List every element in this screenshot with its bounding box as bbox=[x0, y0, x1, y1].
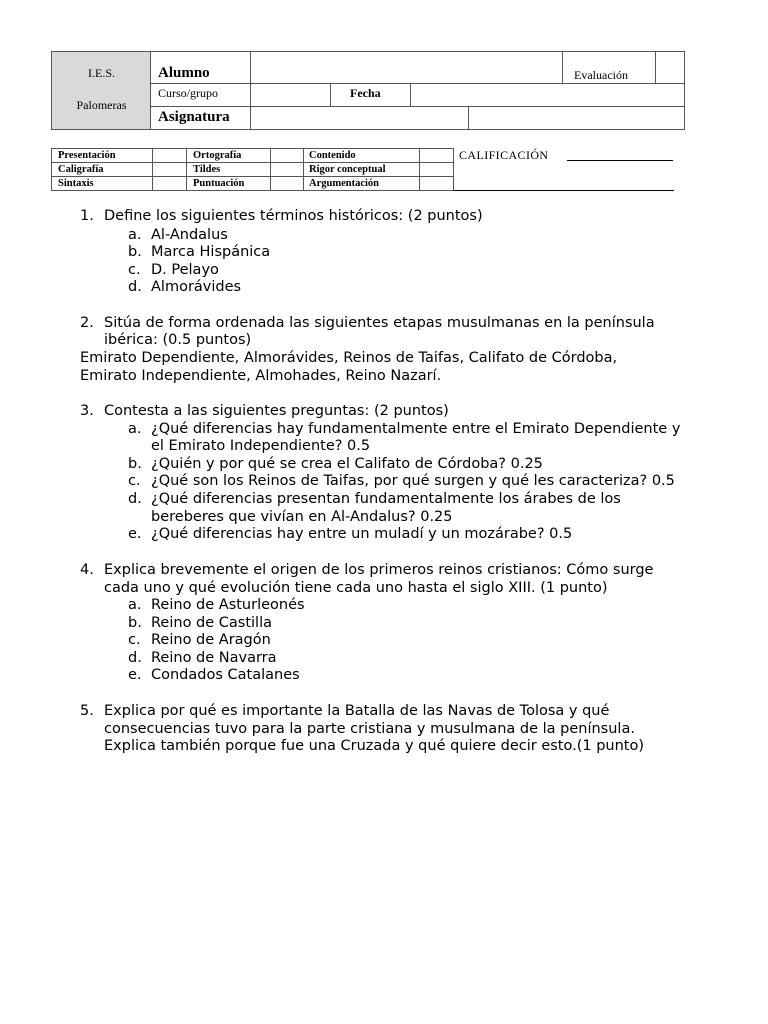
grade-label-sintaxis: Sintaxis bbox=[58, 178, 94, 189]
question-number: 1. bbox=[80, 208, 94, 224]
evaluacion-label: Evaluación bbox=[574, 68, 628, 82]
fecha-label: Fecha bbox=[350, 86, 381, 100]
item-marker: d. bbox=[128, 279, 142, 295]
item-text: Reino de Navarra bbox=[151, 650, 277, 666]
question-extra-text: Emirato Dependiente, Almorávides, Reinos de Taifas, Califato de Córdoba, bbox=[80, 350, 618, 366]
item-text: D. Pelayo bbox=[151, 262, 219, 278]
item-marker: b. bbox=[128, 456, 142, 472]
grade-label-contenido: Contenido bbox=[309, 150, 356, 161]
evaluacion-field[interactable] bbox=[657, 54, 683, 81]
grade-label-puntuacion: Puntuación bbox=[193, 178, 245, 189]
item-text: ¿Qué diferencias hay fundamentalmente entre el Emirato Dependiente y bbox=[151, 421, 681, 437]
item-text: Reino de Asturleonés bbox=[151, 597, 305, 613]
question-number: 4. bbox=[80, 562, 94, 578]
item-marker: a. bbox=[128, 597, 142, 613]
curso-grupo-label: Curso/grupo bbox=[158, 86, 218, 100]
item-text: ¿Qué son los Reinos de Taifas, por qué surgen y qué les caracteriza? 0.5 bbox=[151, 473, 675, 489]
fecha-field[interactable] bbox=[412, 85, 682, 104]
item-text: Almorávides bbox=[151, 279, 242, 295]
item-marker: e. bbox=[128, 667, 142, 683]
grade-label-tildes: Tildes bbox=[193, 164, 221, 175]
grade-label-presentacion: Presentación bbox=[58, 150, 116, 161]
question-text: ibérica: (0.5 puntos) bbox=[104, 332, 252, 348]
question-extra-text: Emirato Independiente, Almohades, Reino Nazarí. bbox=[80, 368, 442, 384]
item-text: bereberes que vivían en Al-Andalus? 0.25 bbox=[151, 509, 453, 525]
question-text: Explica brevemente el origen de los primeros reinos cristianos: Cómo surge bbox=[104, 562, 654, 578]
curso-grupo-field[interactable] bbox=[252, 85, 328, 104]
question-number: 3. bbox=[80, 403, 94, 419]
grade-label-ortografia: Ortografía bbox=[193, 150, 242, 161]
asignatura-field[interactable] bbox=[252, 108, 466, 127]
grade-label-caligrafia: Caligrafía bbox=[58, 164, 104, 175]
item-marker: d. bbox=[128, 491, 142, 507]
item-marker: e. bbox=[128, 526, 142, 542]
alumno-field[interactable] bbox=[252, 54, 560, 81]
item-marker: c. bbox=[128, 262, 141, 278]
alumno-label: Alumno bbox=[158, 65, 210, 81]
item-marker: c. bbox=[128, 632, 141, 648]
item-text: ¿Qué diferencias presentan fundamentalmente los árabes de los bbox=[151, 491, 621, 507]
item-text: Reino de Aragón bbox=[151, 632, 271, 648]
question-text: Explica también porque fue una Cruzada y qué quiere decir esto.(1 punto) bbox=[104, 738, 644, 754]
item-marker: b. bbox=[128, 244, 142, 260]
question-text: consecuencias tuvo para la parte cristiana y musulmana de la península. bbox=[104, 721, 635, 737]
question-text: cada uno y qué evolución tiene cada uno hasta el siglo XIII. (1 punto) bbox=[104, 580, 608, 596]
item-text: el Emirato Independiente? 0.5 bbox=[151, 438, 371, 454]
grading-grid bbox=[51, 148, 454, 191]
divider bbox=[454, 190, 674, 191]
school-name-line1: I.E.S. bbox=[88, 66, 115, 80]
item-text: Al-Andalus bbox=[151, 227, 228, 243]
item-text: ¿Qué diferencias hay entre un muladí y un mozárabe? 0.5 bbox=[151, 526, 573, 542]
calificacion-label: CALIFICACIÓN bbox=[459, 148, 549, 162]
item-text: Reino de Castilla bbox=[151, 615, 272, 631]
question-text: Define los siguientes términos históricos: (2 puntos) bbox=[104, 208, 483, 224]
item-marker: b. bbox=[128, 615, 142, 631]
item-marker: d. bbox=[128, 650, 142, 666]
item-marker: c. bbox=[128, 473, 141, 489]
asignatura-label: Asignatura bbox=[158, 109, 230, 125]
item-marker: a. bbox=[128, 421, 142, 437]
question-text: Contesta a las siguientes preguntas: (2 puntos) bbox=[104, 403, 449, 419]
item-text: Condados Catalanes bbox=[151, 667, 300, 683]
item-marker: a. bbox=[128, 227, 142, 243]
item-text: ¿Quién y por qué se crea el Califato de Córdoba? 0.25 bbox=[151, 456, 543, 472]
school-name-line2: Palomeras bbox=[76, 98, 127, 112]
grade-label-argumentacion: Argumentación bbox=[309, 178, 379, 189]
question-number: 5. bbox=[80, 703, 94, 719]
question-number: 2. bbox=[80, 315, 94, 331]
grade-label-rigor: Rigor conceptual bbox=[309, 164, 386, 175]
calificacion-field[interactable] bbox=[567, 160, 673, 161]
header-table bbox=[51, 51, 685, 130]
question-text: Explica por qué es importante la Batalla de las Navas de Tolosa y qué bbox=[104, 703, 610, 719]
question-text: Sitúa de forma ordenada las siguientes etapas musulmanas en la península bbox=[104, 315, 655, 331]
item-text: Marca Hispánica bbox=[151, 244, 271, 260]
school-cell bbox=[52, 52, 151, 129]
